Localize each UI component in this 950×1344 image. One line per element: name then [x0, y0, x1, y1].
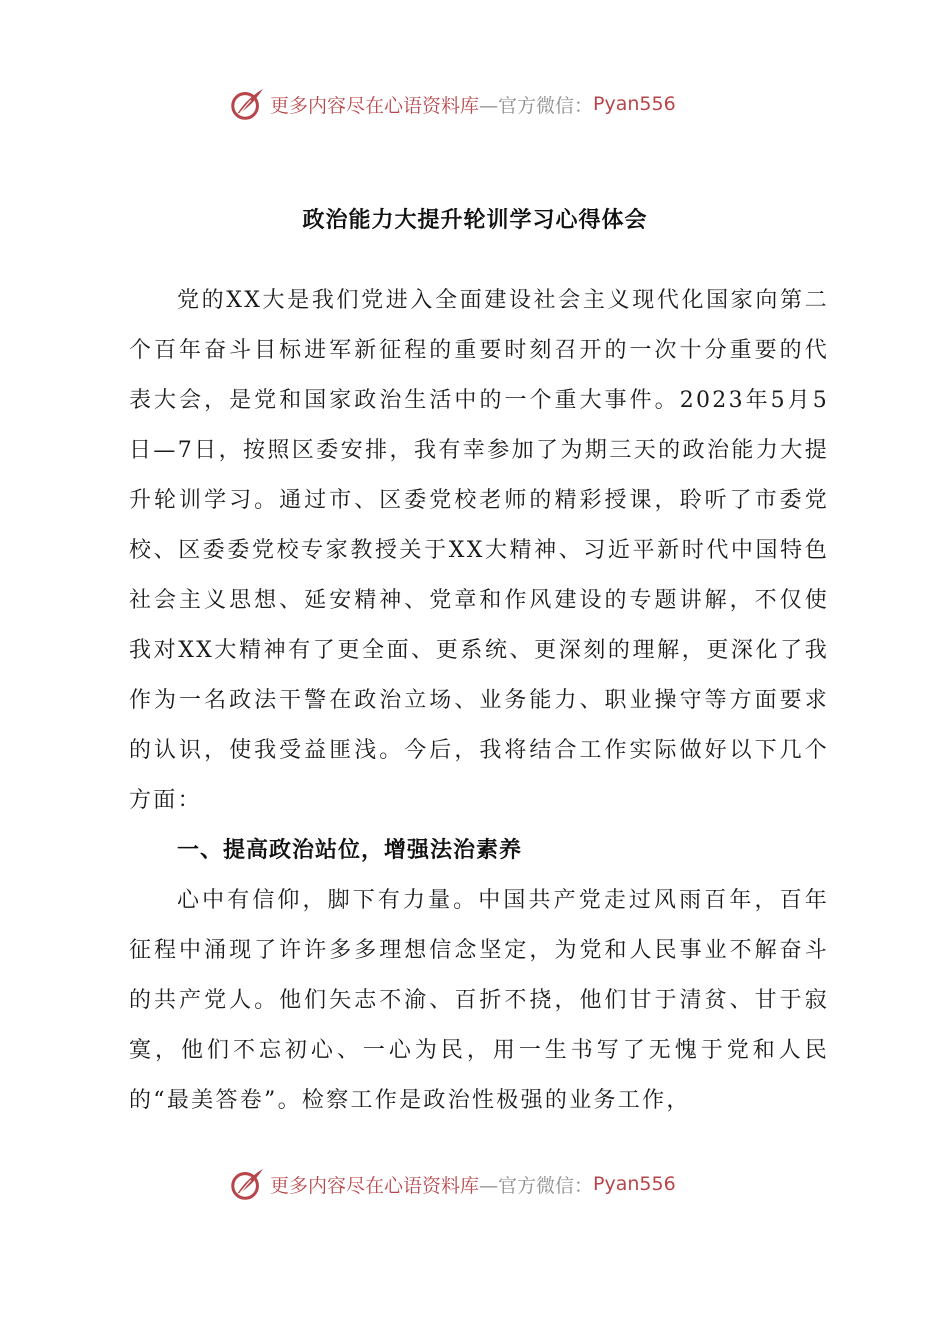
watermark-brand-text: 更多内容尽在心语资料库 [270, 94, 480, 117]
watermark-separator-text: —官方微信： [479, 1174, 594, 1197]
section-heading: 一、提高政治站位，增强法治素养 [177, 838, 523, 863]
document-body [129, 276, 829, 1126]
section-paragraph: 心中有信仰，脚下有力量。中国共产党走过风雨百年，百年征程中涌现了许许多多理想信念坚定，为党和人民事业不解奋斗的共产党人。他们矢志不渝、百折不挠，他们甘于清贫、甘于寂寞，他们不忘初心、一心为民，用一生书写了无愧于党和人民的“最美答卷”。检察工作是政治性极强的业务工作， [129, 888, 829, 1113]
intro-paragraph: 党的XX大是我们党进入全面建设社会主义现代化国家向第二个百年奋斗目标进军新征程的重要时刻召开的一次十分重要的代表大会，是党和国家政治生活中的一个重大事件。2023年5月5日—7日，按照区委安排，我有幸参加了为期三天的政治能力大提升轮训学习。通过市、区委党校老师的精彩授课，聆听了市委党校、区委委党校专家教授关于XX大精神、习近平新时代中国特色社会主义思想、延安精神、党章和作风建设的专题讲解，不仅使我对XX大精神有了更全面、更系统、更深刻的理解，更深化了我作为一名政法干警在政治立场、业务能力、职业操守等方面要求的认识，使我受益匪浅。今后，我将结合工作实际做好以下几个方面： [129, 288, 829, 813]
document-title: 政治能力大提升轮训学习心得体会 [302, 208, 648, 233]
header-watermark-banner [228, 84, 676, 124]
watermark-separator-text: —官方微信： [479, 94, 594, 117]
feather-circle-logo-icon [228, 1165, 266, 1203]
feather-circle-logo-icon [228, 85, 266, 123]
watermark-wechat-id: Pyan556 [593, 93, 676, 115]
watermark-brand-text: 更多内容尽在心语资料库 [270, 1174, 480, 1197]
watermark-wechat-id: Pyan556 [593, 1173, 676, 1195]
footer-watermark-banner [228, 1164, 676, 1204]
